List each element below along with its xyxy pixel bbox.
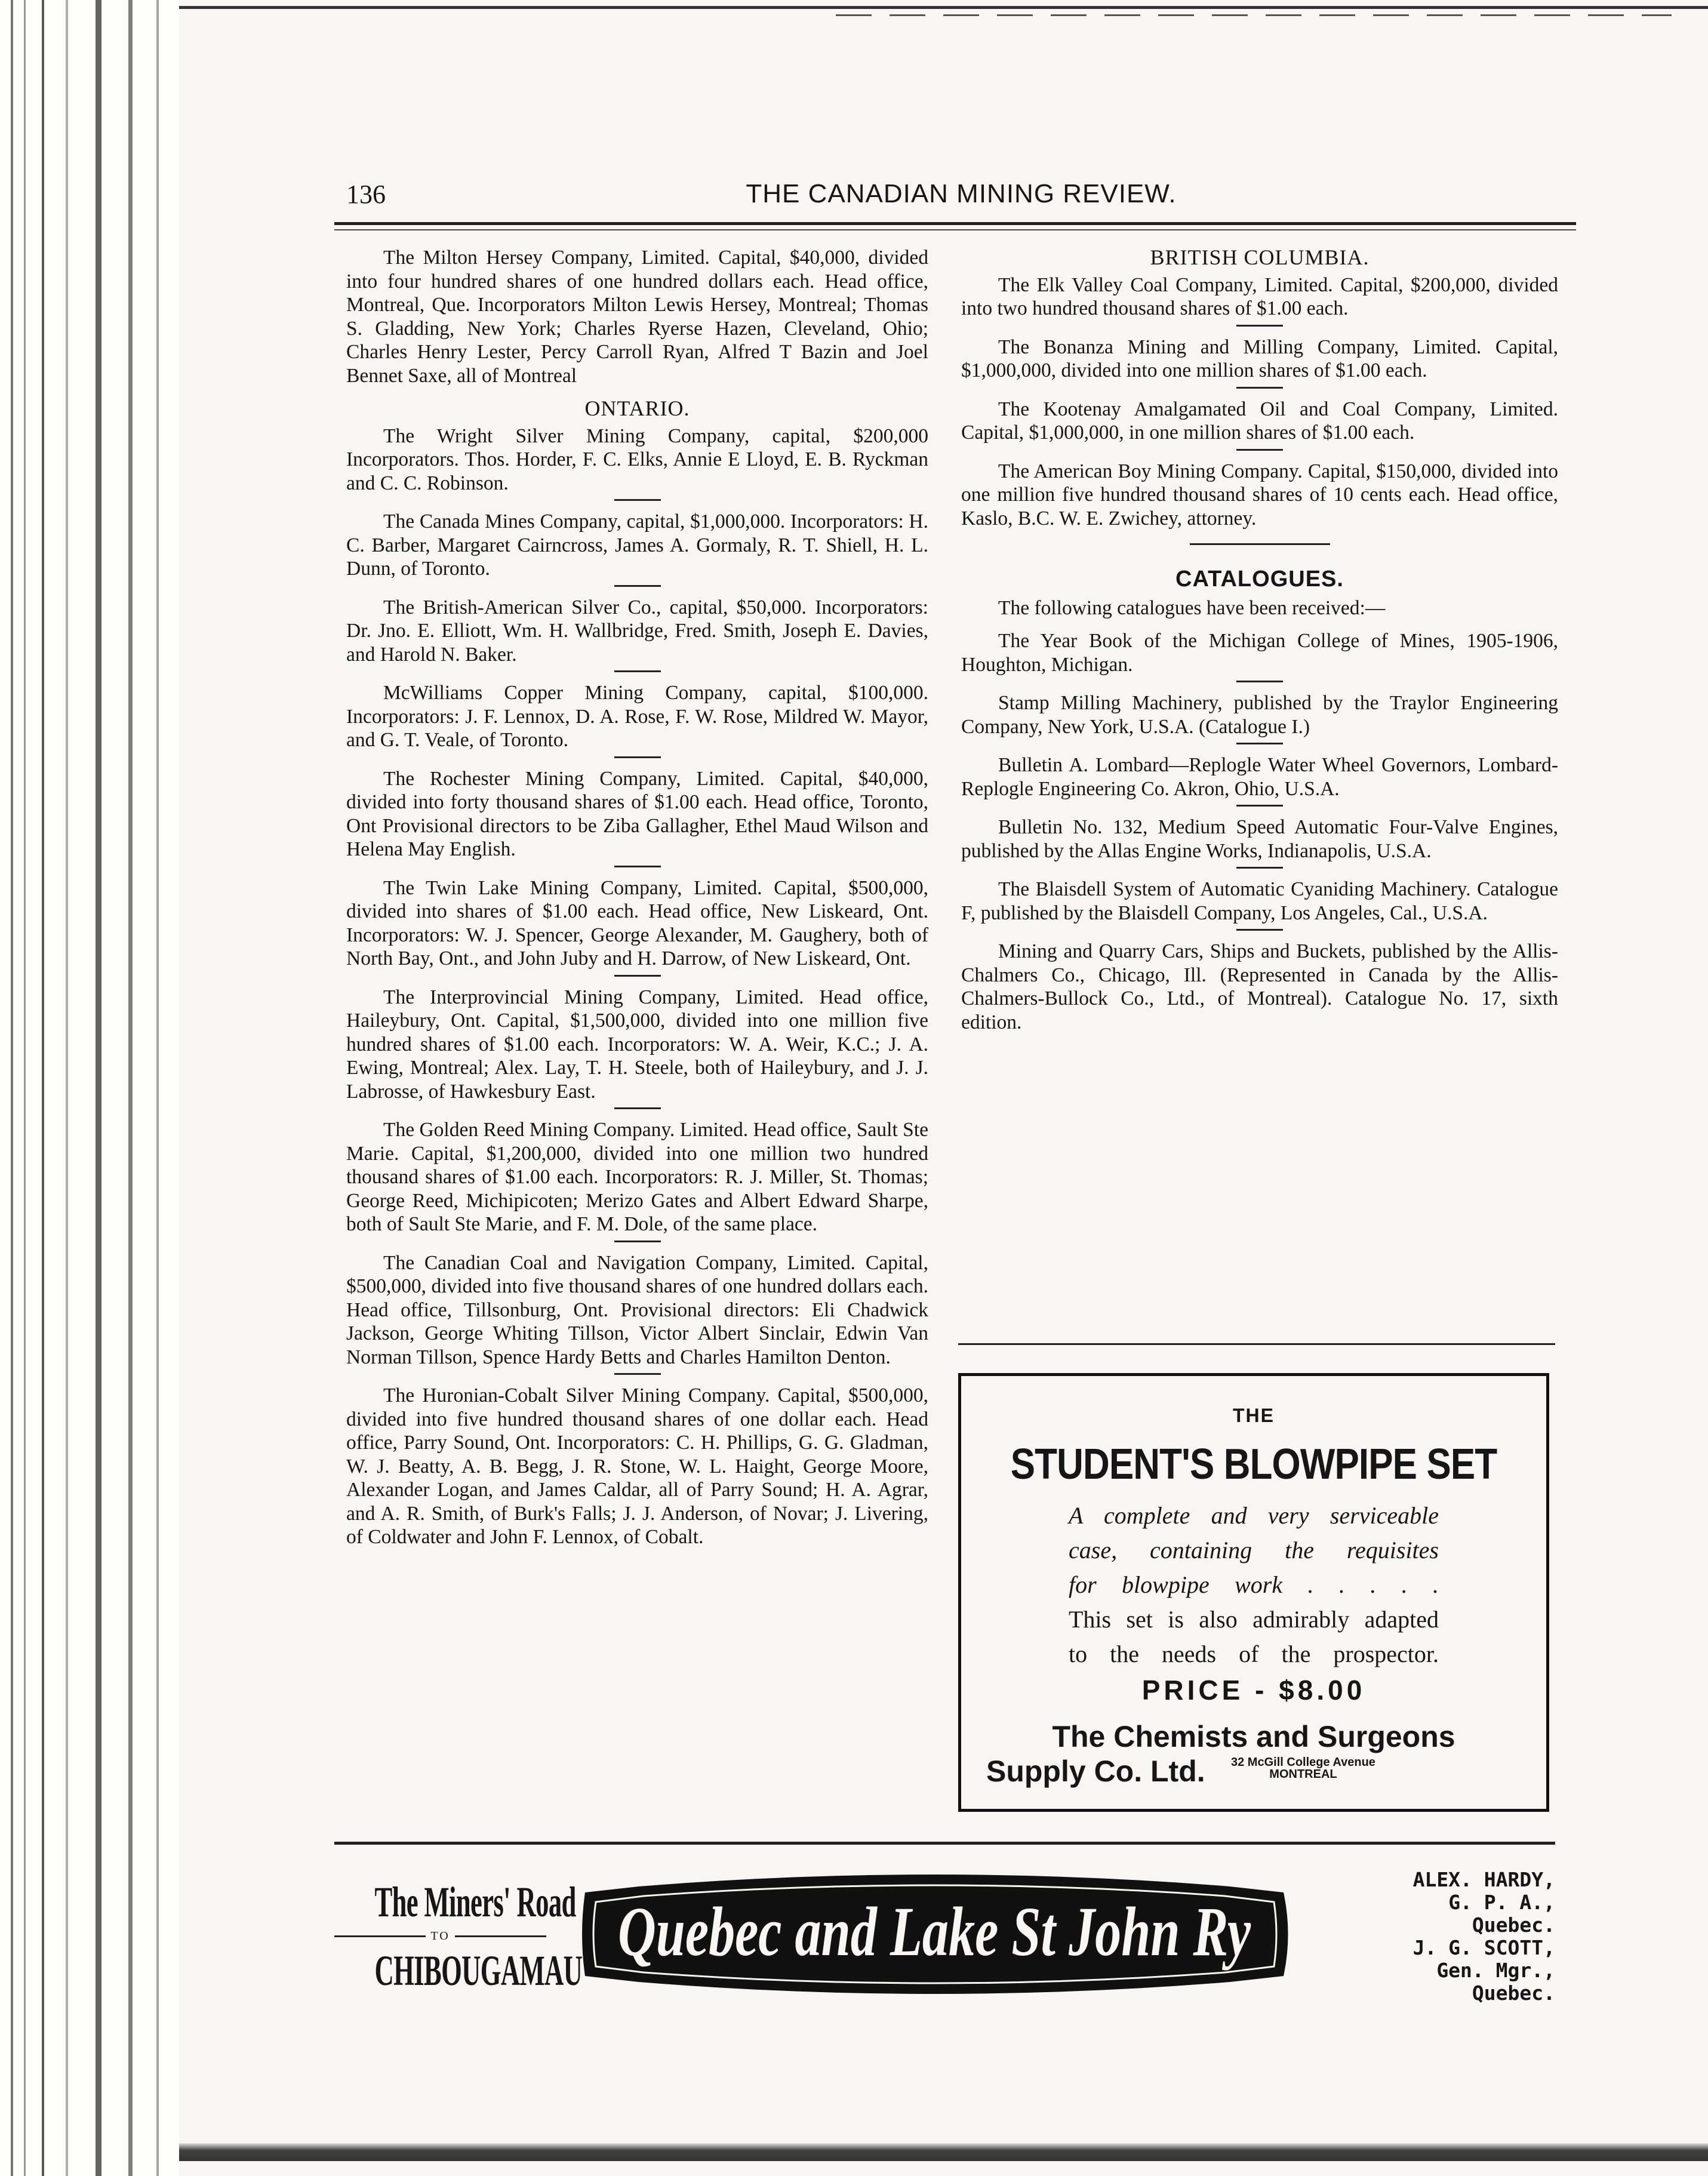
catalogue-entry: Bulletin A. Lombard—Replogle Water Wheel Governors, Lombard-Replogle Engineering Co. Akron, Ohio, U.S.A. [961,754,1558,800]
catalogue-entry: The Year Book of the Michigan College of Mines, 1905-1906, Houghton, Michigan. [961,630,1558,676]
ad-body [1069,1498,1439,1672]
ad-address-street: 32 McGill College Avenue [1231,1756,1375,1769]
section-separator [1190,543,1330,545]
miners-road-title: The Miners' Road [374,1878,576,1926]
incorporation-notice: The Elk Valley Coal Company, Limited. Capital, $200,000, divided into two hundred thousand shares of $1.00 each. [961,273,1558,319]
separator [1236,681,1283,682]
separator [1236,325,1283,327]
railway-logo [567,1869,1301,2000]
ad-title: STUDENT'S BLOWPIPE SET [1010,1441,1497,1488]
footer-rule [334,1842,1555,1845]
binding-edge [0,0,179,2176]
right-column [961,246,1558,1034]
ad-company-name-2 [961,1754,1546,1789]
incorporation-notice: The Bonanza Mining and Milling Company, Limited. Capital, $1,000,000, divided into one million shares of $1.00 each. [961,336,1558,381]
scan-bottom-edge [179,2143,1708,2161]
advertisement-rule [958,1343,1555,1345]
miners-road-destination: CHIBOUGAMAU [374,1947,583,1995]
scan-top-edge-dashes [836,14,1672,16]
incorporation-notice: McWilliams Copper Mining Company, capital, $100,000. Incorporators: J. F. Lennox, D. A. Rose, F. W. Rose, Mildred W. Mayor, and G. T. Veale, of Toronto. [346,682,928,751]
contact-line: J. G. SCOTT, [1412,1936,1555,1959]
incorporation-notice: The Milton Hersey Company, Limited. Capital, $40,000, divided into four hundred shares of one hundred dollars each. Head office, Montreal, Que. Incorporators Milton Lewis Hersey, Montreal; Thomas S. Gladding, New York; Charles Ryerse Hazen, Cleveland, Ohio; Charles Henry Lester, Percy Carroll Ryan, Alfred T Bazin and Joel Bennet Saxe, all of Montreal [346,247,928,387]
incorporation-notice: The Canada Mines Company, capital, $1,000,000. Incorporators: H. C. Barber, Margaret Cairncross, James A. Gormaly, R. T. Shiell, H. L. Dunn, of Toronto. [346,510,928,580]
ad-kicker: THE [1233,1405,1275,1426]
ad-body-line: for blowpipe work . . . . . [1069,1571,1439,1598]
catalogue-entry: Bulletin No. 132, Medium Speed Automatic Four-Valve Engines, published by the Allas Engine Works, Indianapolis, U.S.A. [961,816,1558,862]
ad-company-name: The Chemists and Surgeons [1052,1720,1455,1753]
separator [1236,805,1283,807]
separator [1236,387,1283,389]
header-rule-thin [334,229,1576,230]
ad-body-line: to the needs of the prospector. [1069,1641,1439,1667]
incorporation-notice: The Rochester Mining Company, Limited. Capital, $40,000, divided into forty thousand shares of $1.00 each. Head office, Toronto, Ont Provisional directors to be Ziba Gallagher, Ethel Maud Wilson and Helena May English. [346,767,928,860]
header-rule [334,222,1576,225]
ad-address [1231,1756,1375,1780]
separator [614,866,661,867]
section-heading-ontario: ONTARIO. [584,396,690,420]
page-number: 136 [346,180,386,209]
separator [614,1373,661,1375]
ad-address-city: MONTREAL [1269,1768,1337,1781]
separator [614,670,661,672]
page-header [346,179,1576,215]
scan-top-edge [179,6,1708,9]
catalogue-entry: The Blaisdell System of Automatic Cyaniding Machinery. Catalogue F, published by the Blaisdell Company, Los Angeles, Cal., U.S.A. [961,878,1558,924]
railway-logo-text: Quebec and Lake St John Ry [618,1892,1251,1971]
incorporation-notice: The Kootenay Amalgamated Oil and Coal Company, Limited. Capital, $1,000,000, in one million shares of $1.00 each. [961,398,1558,444]
catalogue-entry: Mining and Quarry Cars, Ships and Buckets, published by the Allis-Chalmers Co., Chicago, Ill. (Represented in Canada by the Allis-Chalmers-Bullock Co., Ltd., of Montreal). Catalogue No. 17, sixth edition. [961,940,1558,1033]
catalogues-intro: The following catalogues have been received:— [998,596,1386,619]
ad-price: PRICE - $8.00 [1141,1675,1366,1706]
contact-line: Gen. Mgr., [1436,1959,1555,1982]
contact-line: Quebec. [1472,1913,1555,1937]
miners-road-to-label: TO [430,1929,450,1943]
contact-line: ALEX. HARDY, [1412,1868,1555,1891]
separator [614,1107,661,1109]
section-heading-catalogues: CATALOGUES. [1175,567,1344,592]
incorporation-notice: The Huronian-Cobalt Silver Mining Company. Capital, $500,000, divided into five hundred thousand shares of one dollar each. Head office, Parry Sound, Ont. Incorporators: C. H. Phillips, G. G. Gladman, W. J. Beatty, A. B. Begg, J. R. Stone, W. L. Haight, George Moore, Alexander Logan, and James Caldar, all of Parry Sound; H. A. Agrar, and A. R. Smith, of Burk's Falls; J. J. Anderson, of Novar; J. Livering, of Coldwater and John F. Lennox, of Cobalt. [346,1384,928,1548]
journal-title: THE CANADIAN MINING REVIEW. [746,179,1177,208]
incorporation-notice: The Interprovincial Mining Company, Limited. Head office, Haileybury, Ont. Capital, $1,500,000, divided into one million five hundred shares of $1.00 each. Incorporators: W. A. Weir, K.C.; J. A. Ewing, Montreal; Alex. Lay, T. H. Steele, both of Haileybury, and J. J. Labrosse, of Hawkesbury East. [346,986,928,1103]
ad-body-line: A complete and very serviceable [1069,1502,1439,1529]
separator [614,585,661,587]
separator [1236,867,1283,869]
railway-contacts [1304,1869,1555,2005]
incorporation-notice: The Golden Reed Mining Company. Limited. Head office, Sault Ste Marie. Capital, $1,200,000, divided into one million two hundred thousand shares of $1.00 each. Incorporators: R. J. Miller, St. Thomas; George Reed, Michipicoten; Merizo Gates and Albert Edward Sharpe, both of Sault Ste Marie, and F. M. Dole, of the same place. [346,1119,928,1235]
contact-line: G. P. A., [1448,1891,1555,1914]
ad-body-line: case, containing the requisites [1069,1537,1439,1563]
miners-road-to [334,1929,546,1943]
incorporation-notice: The British-American Silver Co., capital, $50,000. Incorporators: Dr. Jno. E. Elliott, Wm. H. Wallbridge, Fred. Smith, Joseph E. Davies, and Harold N. Baker. [346,596,928,666]
incorporation-notice: The Wright Silver Mining Company, capital, $200,000 Incorporators. Thos. Horder, F. C. Elks, Annie E Lloyd, E. B. Ryckman and C. C. Robinson. [346,424,928,494]
separator [614,499,661,501]
miners-road-banner [334,1875,583,1998]
ad-company-suffix: Supply Co. Ltd. [986,1755,1205,1788]
separator [1236,743,1283,744]
incorporation-notice: The Twin Lake Mining Company, Limited. Capital, $500,000, divided into shares of $1.00 each. Head office, New Liskeard, Ont. Incorporators: W. J. Spencer, George Alexander, M. Gaughery, both of North Bay, Ont., and John Juby and H. Darrow, of New Liskeard, Ont. [346,876,928,969]
catalogue-entry: Stamp Milling Machinery, published by the Traylor Engineering Company, New York, U.S.A. (Catalogue I.) [961,692,1558,738]
section-heading-british-columbia: BRITISH COLUMBIA. [1150,245,1370,269]
separator [614,756,661,758]
contact-line: Quebec. [1472,1981,1555,2005]
incorporation-notice: The American Boy Mining Company. Capital, $150,000, divided into one million five hundred thousand shares of 10 cents each. Head office, Kaslo, B.C. W. E. Zwichey, attorney. [961,460,1558,530]
separator [1236,929,1283,931]
separator [614,1241,661,1242]
incorporation-notice: The Canadian Coal and Navigation Company, Limited. Capital, $500,000, divided into five thousand shares of one hundred dollars each. Head office, Tillsonburg, Ont. Provisional directors: Eli Chadwick Jackson, George Whiting Tillson, Victor Albert Sinclair, Edwin Van Norman Tillson, Spence Hardy Betts and Charles Hamilton Denton. [346,1251,928,1368]
separator [1236,449,1283,451]
ad-body-line: This set is also admirably adapted [1069,1606,1439,1633]
separator [614,975,661,977]
blowpipe-set-advertisement [958,1373,1549,1812]
left-column [346,246,928,1549]
